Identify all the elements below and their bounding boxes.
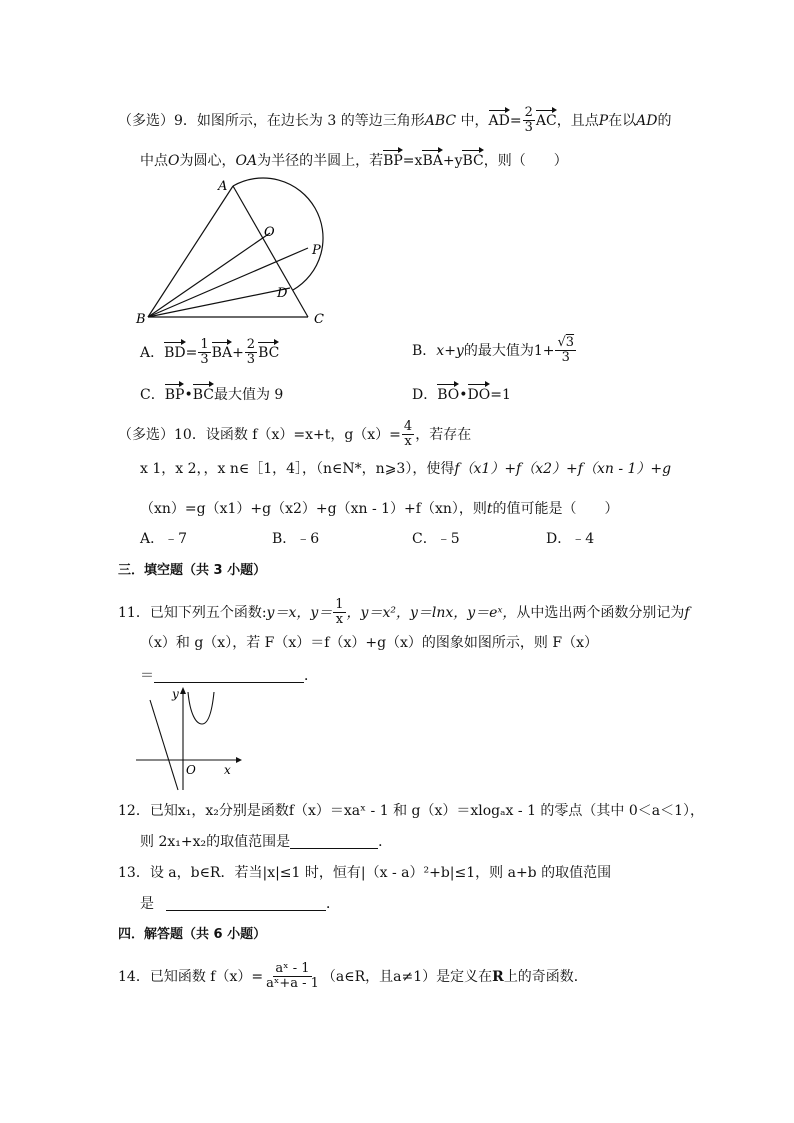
option-label: B． xyxy=(412,342,437,359)
q12-line2 xyxy=(140,834,392,849)
q9-option-d xyxy=(412,382,511,402)
frac-num: 4 xyxy=(403,419,413,434)
graph-y-label: y xyxy=(172,687,179,701)
label-a: A xyxy=(218,179,228,194)
q14-text: （a∈R，且a≠1）是定义在 xyxy=(321,968,493,985)
eq: = xyxy=(185,344,198,361)
set-r: R xyxy=(492,968,504,985)
q11-end: ． xyxy=(304,668,318,684)
sqrt-radicand: 3 xyxy=(565,335,575,350)
q11-line1 xyxy=(118,598,690,628)
frac-den: x xyxy=(404,434,412,450)
frac-den: 3 xyxy=(524,120,533,136)
vector-ba: BA xyxy=(422,148,442,168)
q9-text: +y xyxy=(442,153,463,169)
label-o: O xyxy=(264,225,275,240)
graph-origin-label: O xyxy=(186,763,196,777)
q9-text: 中点 xyxy=(140,153,168,169)
q9-line1 xyxy=(118,106,672,136)
q9-text: 的 xyxy=(657,112,672,129)
q10-option-c: C．﹣5 xyxy=(412,531,460,547)
q13-text: 是 xyxy=(140,896,154,912)
q11-text: 从中选出两个函数分别记为 xyxy=(516,604,685,621)
graph-x-label: x xyxy=(224,763,231,777)
q9-text: 中， xyxy=(456,112,489,129)
vector-bc: BC xyxy=(462,148,483,168)
xy-sum: x+y xyxy=(436,342,464,359)
fraction-1-3 xyxy=(198,338,210,368)
q9-option-b xyxy=(412,336,577,366)
q9-line2 xyxy=(140,148,568,168)
vector-do: DO xyxy=(468,382,491,402)
q12-line1: 12．已知x₁，x₂分别是函数f（x）＝xaˣ - 1 和 g（x）＝xlogₐx - 1 的零点（其中 0＜a＜1）， xyxy=(118,803,705,819)
q9-text: ，则（ ） xyxy=(483,153,568,169)
q9-triangle: ABC xyxy=(424,112,457,129)
frac-num: √3 xyxy=(557,335,575,350)
frac-den: 3 xyxy=(200,352,209,368)
frac-den: 3 xyxy=(246,352,256,368)
frac-den: 3 xyxy=(561,350,570,366)
q9-text: （多选）9．如图所示，在边长为 3 的等边三角形 xyxy=(118,112,425,129)
frac-num: 2 xyxy=(246,337,256,352)
vector-bp: BP xyxy=(165,382,185,402)
segment-oa: OA xyxy=(235,153,258,169)
q9-text: =x xyxy=(402,153,423,169)
q11-answer-blank[interactable] xyxy=(154,668,304,683)
q10-line1 xyxy=(118,420,471,450)
q13-line2 xyxy=(140,896,340,911)
section-3-heading: 三．填空题（共 3 小题） xyxy=(118,563,267,578)
q13-answer-blank[interactable] xyxy=(166,896,326,911)
q10-line2 xyxy=(140,462,671,476)
plus: + xyxy=(232,344,244,361)
var-t: t xyxy=(486,501,493,517)
vector-ad: AD xyxy=(489,108,510,128)
q10-option-a: A．﹣7 xyxy=(140,531,188,547)
vector-bp: BP xyxy=(383,148,403,168)
triangle-semicircle-figure xyxy=(130,170,350,330)
q14-text: 14．已知函数 f（x）= xyxy=(118,968,264,985)
vector-bd: BD xyxy=(164,340,186,360)
q9-eq: = xyxy=(509,112,522,129)
option-label: A． xyxy=(140,344,165,361)
q9-text: 在以 xyxy=(608,112,637,129)
vector-bc: BC xyxy=(258,340,279,360)
vector-bo: BO xyxy=(437,382,459,402)
q11-function-graph xyxy=(136,684,246,794)
vector-ba: BA xyxy=(212,340,232,360)
label-b: B xyxy=(136,312,146,327)
q13-line1: 13．设 a，b∈R．若当|x|≤1 时，恒有|（x - a）²+b|≤1，则 a+b 的取值范围 xyxy=(118,865,612,881)
fraction-2-3 xyxy=(245,338,257,368)
frac-num: 1 xyxy=(335,597,344,612)
vector-ac: AC xyxy=(536,108,557,128)
frac-den: aˣ+a - 1 xyxy=(266,976,319,992)
option-text: 最大值为 9 xyxy=(213,387,284,403)
q13-end: ． xyxy=(326,896,340,912)
option-text: 的最大值为 xyxy=(463,342,534,359)
q11-func: y＝x，y＝ xyxy=(266,604,333,621)
q14-text: 上的奇函数． xyxy=(503,968,588,985)
q12-text: 则 2x₁+x₂的取值范围是 xyxy=(140,834,291,850)
q11-f: f xyxy=(684,604,690,621)
q9-text: 为半径的半圆上，若 xyxy=(257,153,384,169)
option-label: D． xyxy=(412,387,438,403)
q10-text: （xn）=g（x1）+g（x2）+g（xn - 1）+f（xn），则 xyxy=(140,501,487,517)
option-label: C． xyxy=(140,387,165,403)
fraction-4-x xyxy=(402,420,414,450)
option-text: 1+ xyxy=(533,342,555,359)
q10-expr: f（x1）+f（x2）+f（xn - 1）+g xyxy=(454,461,672,477)
point-o: O xyxy=(168,153,180,169)
q12-end: ． xyxy=(378,834,393,850)
q11-text: 11．已知下列五个函数: xyxy=(118,604,267,621)
q10-option-b: B．﹣6 xyxy=(272,531,320,547)
q12-answer-blank[interactable] xyxy=(290,834,378,849)
q10-line3 xyxy=(140,502,619,516)
point-p: P xyxy=(598,112,609,129)
q11-line2: （x）和 g（x），若 F（x）＝f（x）+g（x）的图象如图所示，则 F（x） xyxy=(140,635,598,651)
q10-text: x 1，x 2，，x n∈［1，4］，（n∈N*，n⩾3），使得 xyxy=(140,461,455,477)
segment-ad: AD xyxy=(636,112,658,129)
q14-line1 xyxy=(118,962,588,992)
q9-option-c xyxy=(140,382,283,402)
section-4-heading: 四．解答题（共 6 小题） xyxy=(118,927,267,942)
q9-option-a xyxy=(140,338,279,368)
label-d: D xyxy=(277,286,288,301)
fraction-sqrt3-3 xyxy=(555,336,576,366)
q11-line3 xyxy=(140,668,318,683)
frac-num: 1 xyxy=(200,337,209,352)
q10-text: ，若存在 xyxy=(415,426,472,443)
vector-bc: BC xyxy=(193,382,214,402)
frac-num: aˣ - 1 xyxy=(275,961,310,976)
frac-num: 2 xyxy=(524,105,533,120)
q10-text: 的值可能是（ ） xyxy=(492,501,619,517)
fraction-1-x xyxy=(333,598,345,628)
q9-text: ，且点 xyxy=(556,112,599,129)
q11-func: ，y＝x²，y＝lnx，y＝eˣ， xyxy=(346,604,517,621)
option-text: =1 xyxy=(490,387,511,403)
frac-den: x xyxy=(335,612,344,628)
dot-product: • xyxy=(184,387,193,403)
q9-text: 为圆心， xyxy=(179,153,236,169)
q10-text: （多选）10．设函数 f（x）=x+t，g（x）= xyxy=(118,426,401,443)
dot-product: • xyxy=(459,387,468,403)
label-c: C xyxy=(314,312,324,327)
fraction-2-3 xyxy=(523,106,535,136)
fraction-ax xyxy=(264,962,321,992)
label-p: P xyxy=(312,243,321,258)
q11-eq: ＝ xyxy=(140,668,154,684)
q10-option-d: D．﹣4 xyxy=(546,531,595,547)
